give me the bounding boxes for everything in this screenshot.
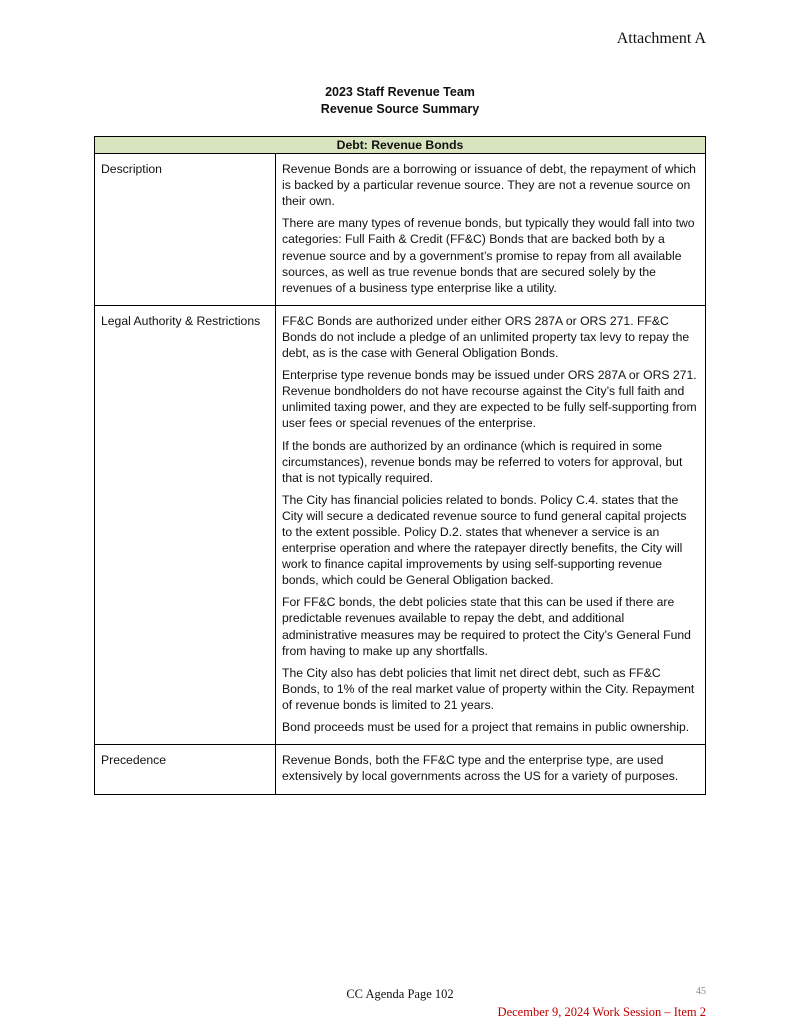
paragraph: If the bonds are authorized by an ordinance (which is required in some circumstances), revenue bonds may be referred to voters for approval, but that is not typically required. [282,438,683,485]
table-row-legal-authority [95,305,706,744]
paragraph: Revenue Bonds are a borrowing or issuance of debt, the repayment of which is backed by a particular revenue source. They are not a revenue source on their own. [282,162,696,209]
row-content [276,745,706,795]
row-content [276,154,706,306]
row-label: Precedence [95,745,276,795]
paragraph: Bond proceeds must be used for a project that remains in public ownership. [282,720,690,734]
table-row-description [95,154,706,306]
document-subtitle: Revenue Source Summary [320,102,480,116]
table-heading-row [95,137,706,154]
page-number: 45 [696,986,706,997]
work-session-label: December 9, 2024 Work Session – Item 2 [497,1005,706,1019]
paragraph: There are many types of revenue bonds, but typically they would fall into two categories: Full Faith & Credit (FF&C) Bonds that are backed both by a revenue source and by a government’s promise to repay from all available sources, as well as true revenue bonds that are secured solely by the revenues of a business type enterprise like a utility. [282,216,695,295]
table-heading: Debt: Revenue Bonds [95,137,706,154]
document-title: 2023 Staff Revenue Team [325,85,475,99]
paragraph: For FF&C bonds, the debt policies state that this can be used if there are predictable revenues available to repay the debt, and additional administrative measures may be required to protect the City’s General Fund from having to make up any shortfalls. [282,595,691,658]
table-row-precedence [95,745,706,795]
paragraph: Enterprise type revenue bonds may be issued under ORS 287A or ORS 271. Revenue bondholders do not have recourse against the City’s full faith and unlimited taxing power, and they are expected to be fully self-supporting from user fees or special revenues of the enterprise. [282,368,697,431]
paragraph: FF&C Bonds are authorized under either ORS 287A or ORS 271. FF&C Bonds do not include a pledge of an unlimited property tax levy to repay the debt, as is the case with General Obligation Bonds. [282,313,690,361]
row-content [276,305,706,744]
row-label: Legal Authority & Restrictions [95,305,276,744]
attachment-label: Attachment A [616,30,706,47]
paragraph: The City also has debt policies that limit net direct debt, such as FF&C Bonds, to 1% of the real market value of property within the City. Repayment of revenue bonds is limited to 21 years. [282,665,695,712]
paragraph: The City has financial policies related to bonds. Policy C.4. states that the City will secure a dedicated revenue source to fund general capital projects to the extent possible. Policy D.2. states that whenever a service is an enterprise operation and where the ratepayer directly benefits, the City will work to finance capital improvements by using self-supporting revenue bonds, which could be General Obligation backed. [282,492,687,588]
paragraph: Revenue Bonds, both the FF&C type and the enterprise type, are used extensively by local governments across the US for a variety of purposes. [282,753,679,784]
document-titles [0,84,800,118]
row-label: Description [95,154,276,306]
revenue-summary-table [94,136,706,795]
agenda-page-label: CC Agenda Page 102 [346,987,454,1001]
